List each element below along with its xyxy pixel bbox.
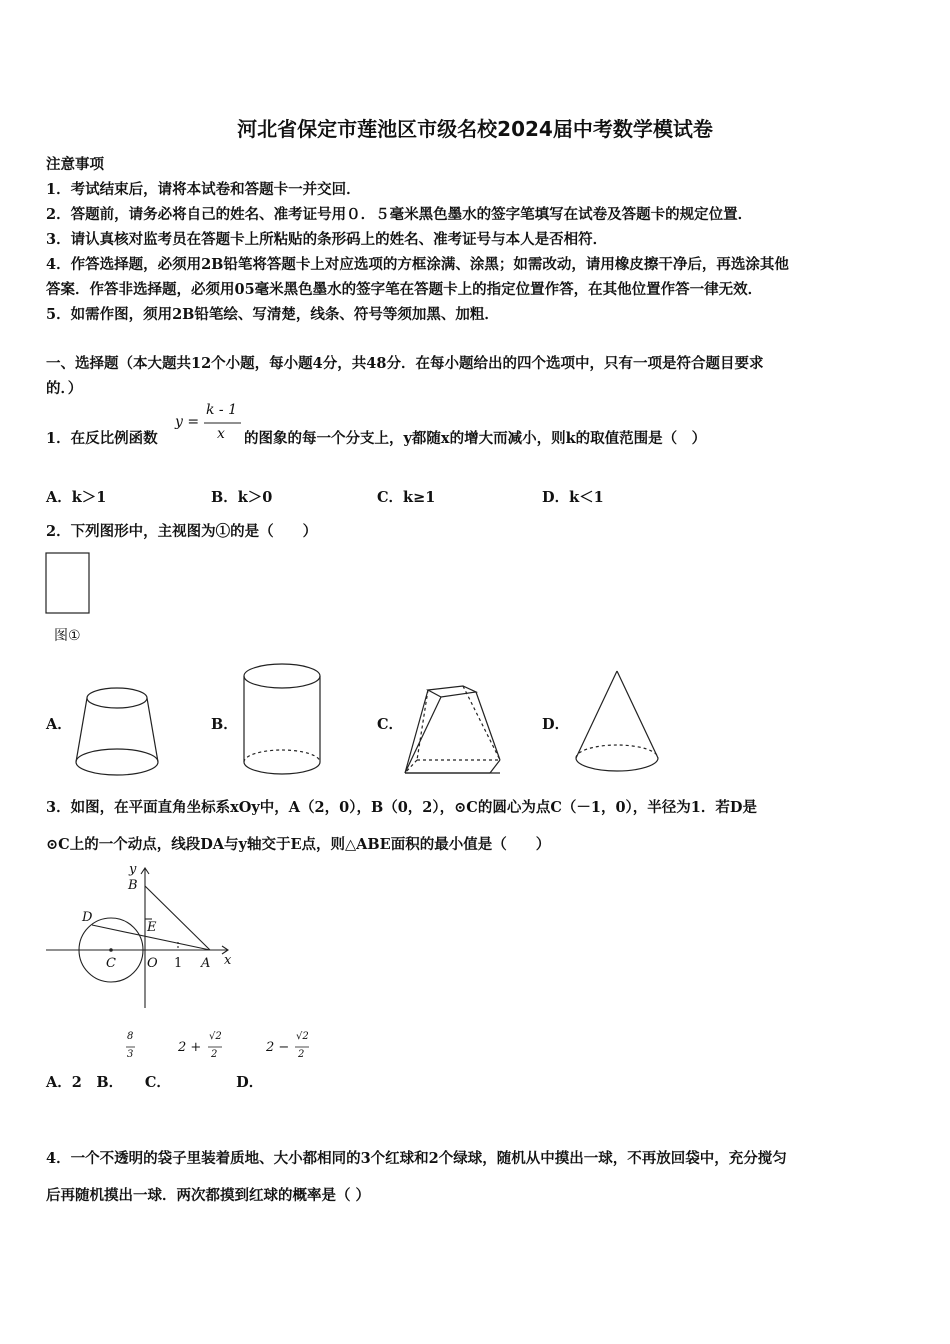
label-b: B xyxy=(128,878,138,893)
label-x: x xyxy=(224,953,232,968)
q1-option-b[interactable]: B．k＞0 xyxy=(211,489,273,506)
q1-option-a[interactable]: A．k＞1 xyxy=(46,489,107,506)
notice-item: 1．考试结束后，请将本试卷和答题卡一并交回． xyxy=(46,181,361,198)
q2-option-d[interactable]: D． xyxy=(542,716,570,733)
label-c: C xyxy=(106,956,116,971)
q1-formula-denominator: x xyxy=(217,426,225,442)
document-title: 河北省保定市莲池区市级名校2024届中考数学模试卷 xyxy=(237,117,713,141)
q3-line-2: ⊙C上的一个动点，线段DA与y轴交于E点，则△ABE面积的最小值是（ ） xyxy=(46,836,551,853)
notice-heading: 注意事项 xyxy=(46,156,104,173)
section-heading-cont: 的．） xyxy=(46,380,83,397)
segment-ba xyxy=(145,886,210,950)
q3-opt-b-numerator: 8 xyxy=(127,1031,134,1042)
q2-text: 2．下列图形中，主视图为①的是（ ） xyxy=(46,523,318,540)
notice-item: 答案．作答非选择题，必须用05毫米黑色墨水的签字笔在答题卡上的指定位置作答，在其他位置作答一律无效． xyxy=(46,281,763,298)
option-d-cone-figure xyxy=(576,671,658,771)
q3-opt-d-integer: 2 − xyxy=(266,1040,290,1055)
label-one: 1 xyxy=(174,956,183,971)
option-b-cylinder-figure xyxy=(244,664,320,774)
notice-item: 2．答题前，请务必将自己的姓名、准考证号用０．５毫米黑色墨水的签字笔填写在试卷及答题卡的规定位置． xyxy=(46,206,753,223)
option-c-frustum-pyramid-figure xyxy=(405,686,500,773)
circle-c xyxy=(79,918,143,982)
q1-prefix: 1．在反比例函数 xyxy=(46,430,158,447)
q3-opt-b-denominator: 3 xyxy=(127,1049,134,1060)
option-a-frustum-figure xyxy=(76,688,158,775)
figure-1-label: 图① xyxy=(54,628,81,644)
label-y: y xyxy=(129,862,137,877)
q4-line-2: 后再随机摸出一球．两次都摸到红球的概率是（ ） xyxy=(46,1187,371,1204)
notice-item: 4．作答选择题，必须用2B铅笔将答题卡上对应选项的方框涂满、涂黑；如需改动，请用橡皮擦干净后，再选涂其他 xyxy=(46,256,789,273)
q4-line-1: 4．一个不透明的袋子里装着质地、大小都相同的3个红球和2个绿球，随机从中摸出一球，不再放回袋中，充分搅匀 xyxy=(46,1150,787,1167)
q3-opt-c-integer: 2 + xyxy=(178,1040,202,1055)
q2-option-a[interactable]: A． xyxy=(46,716,72,733)
label-e: E xyxy=(147,920,157,935)
notice-item: 5．如需作图，须用2B铅笔绘、写清楚，线条、符号等须加黑、加粗． xyxy=(46,306,499,323)
notice-item: 3．请认真核对监考员在答题卡上所粘贴的条形码上的姓名、准考证号与本人是否相符． xyxy=(46,231,608,248)
q3-options-line[interactable]: A．2 B． C． D． xyxy=(46,1074,264,1091)
label-d: D xyxy=(82,910,93,925)
q3-opt-d-numerator: √2 xyxy=(296,1031,309,1042)
q1-option-c[interactable]: C．k≥1 xyxy=(377,489,436,506)
q3-line-1: 3．如图，在平面直角坐标系xOy中，A（2，0），B（0，2），⊙C的圆心为点C（－1，0），半径为1．若D是 xyxy=(46,799,757,816)
figure-1-rectangle xyxy=(46,553,89,613)
q3-opt-c-denominator: 2 xyxy=(211,1049,218,1060)
point-c xyxy=(109,948,113,952)
q3-opt-d-denominator: 2 xyxy=(298,1049,305,1060)
label-a: A xyxy=(201,956,211,971)
q1-option-d[interactable]: D．k＜1 xyxy=(542,489,604,506)
label-o: O xyxy=(147,956,158,971)
q2-option-b[interactable]: B． xyxy=(211,716,238,733)
q3-opt-c-numerator: √2 xyxy=(209,1031,222,1042)
section-heading: 一、选择题（本大题共12个小题，每小题4分，共48分．在每小题给出的四个选项中，只有一项是符合题目要求 xyxy=(46,355,764,372)
q2-option-c[interactable]: C． xyxy=(377,716,404,733)
q1-formula-numerator: k - 1 xyxy=(206,402,238,418)
q1-suffix: 的图象的每一个分支上，y都随x的增大而减小，则k的取值范围是（ ） xyxy=(244,430,707,447)
q1-formula-y: y = xyxy=(175,414,200,430)
